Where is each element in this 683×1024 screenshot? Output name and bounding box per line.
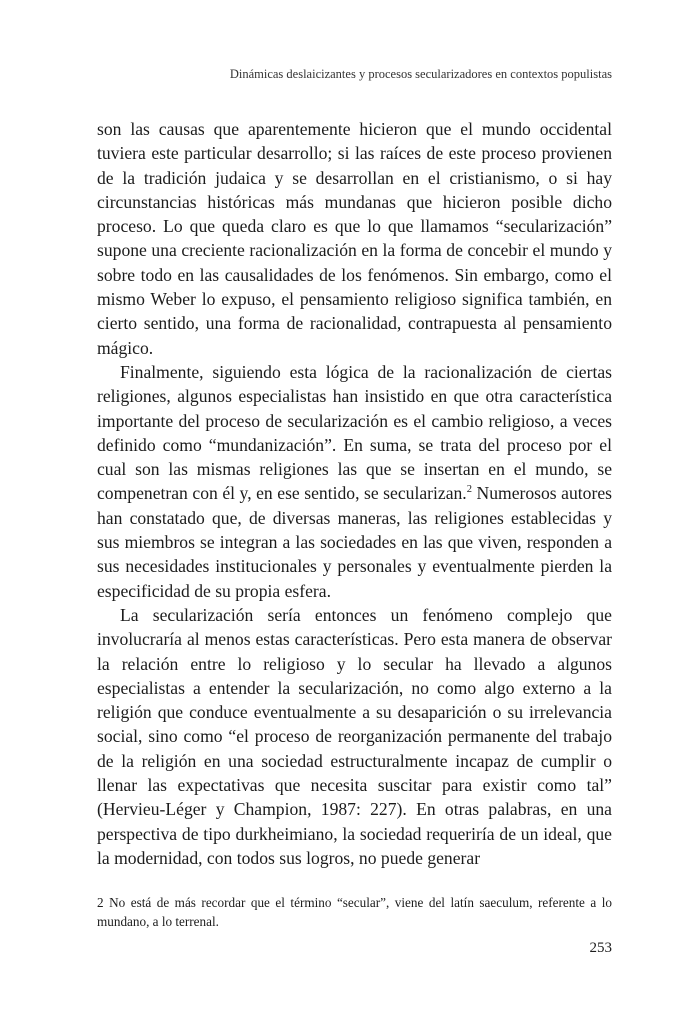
- footnote-reference: 2: [466, 484, 472, 496]
- page-number: 253: [589, 940, 612, 956]
- paragraph-2-text: Finalmente, siguiendo esta lógica de la racionalización de ciertas religiones, algunos especialistas han insistido en que otra característica importante del proceso de secularización es el cambio religioso, a veces definido como “mundanización”. En suma, se trata del proceso por el cual son las mismas religiones las que se insertan en el mundo, se compenetran con él y, en ese sentido, se secularizan.: [97, 361, 612, 504]
- paragraph-2: [97, 360, 612, 603]
- body-text: [97, 117, 612, 870]
- running-header: Dinámicas deslaicizantes y procesos secularizadores en contextos populistas: [229, 67, 612, 81]
- paragraph-1: son las causas que aparentemente hicieron que el mundo occidental tuviera este particular desarrollo; si las raíces de este proceso provienen de la tradición judaica y se desarrollan en el cristianismo, o si hay circunstancias históricas más mundanas que hicieron posible dicho proceso. Lo que queda claro es que lo que llamamos “secularización” supone una creciente racionalización en la forma de concebir el mundo y sobre todo en las causalidades de los fenómenos. Sin embargo, como el mismo Weber lo expuso, el pensamiento religioso significa también, en cierto sentido, una forma de racionalidad, contrapuesta al pensamiento mágico.: [97, 119, 612, 358]
- paragraph-3: La secularización sería entonces un fenómeno complejo que involucraría al menos estas características. Pero esta manera de observar la relación entre lo religioso y lo secular ha llevado a algunos especialistas a entender la secularización, no como algo externo a la religión que conduce eventualmente a su desaparición o su irrelevancia social, sino como “el proceso de reorganización permanente del trabajo de la religión en una sociedad estructuralmente incapaz de cumplir o llenar las expectativas que necesita suscitar para existir como tal” (Hervieu-Léger y Champion, 1987: 227). En otras palabras, en una perspectiva de tipo durkheimiano, la sociedad requeriría de un ideal, que la modernidad, con todos sus logros, no puede generar: [97, 604, 612, 868]
- footnote: 2 No está de más recordar que el término “secular”, viene del latín saeculum, referente a lo mundano, a lo terrenal.: [97, 895, 612, 929]
- paragraph-2-continuation: Numerosos autores han constatado que, de diversas maneras, las religiones establecidas y sus miembros se integran a las sociedades en las que viven, responden a sus necesidades institucionales y personales y eventualmente pierden la especificidad de su propia esfera.: [97, 483, 612, 601]
